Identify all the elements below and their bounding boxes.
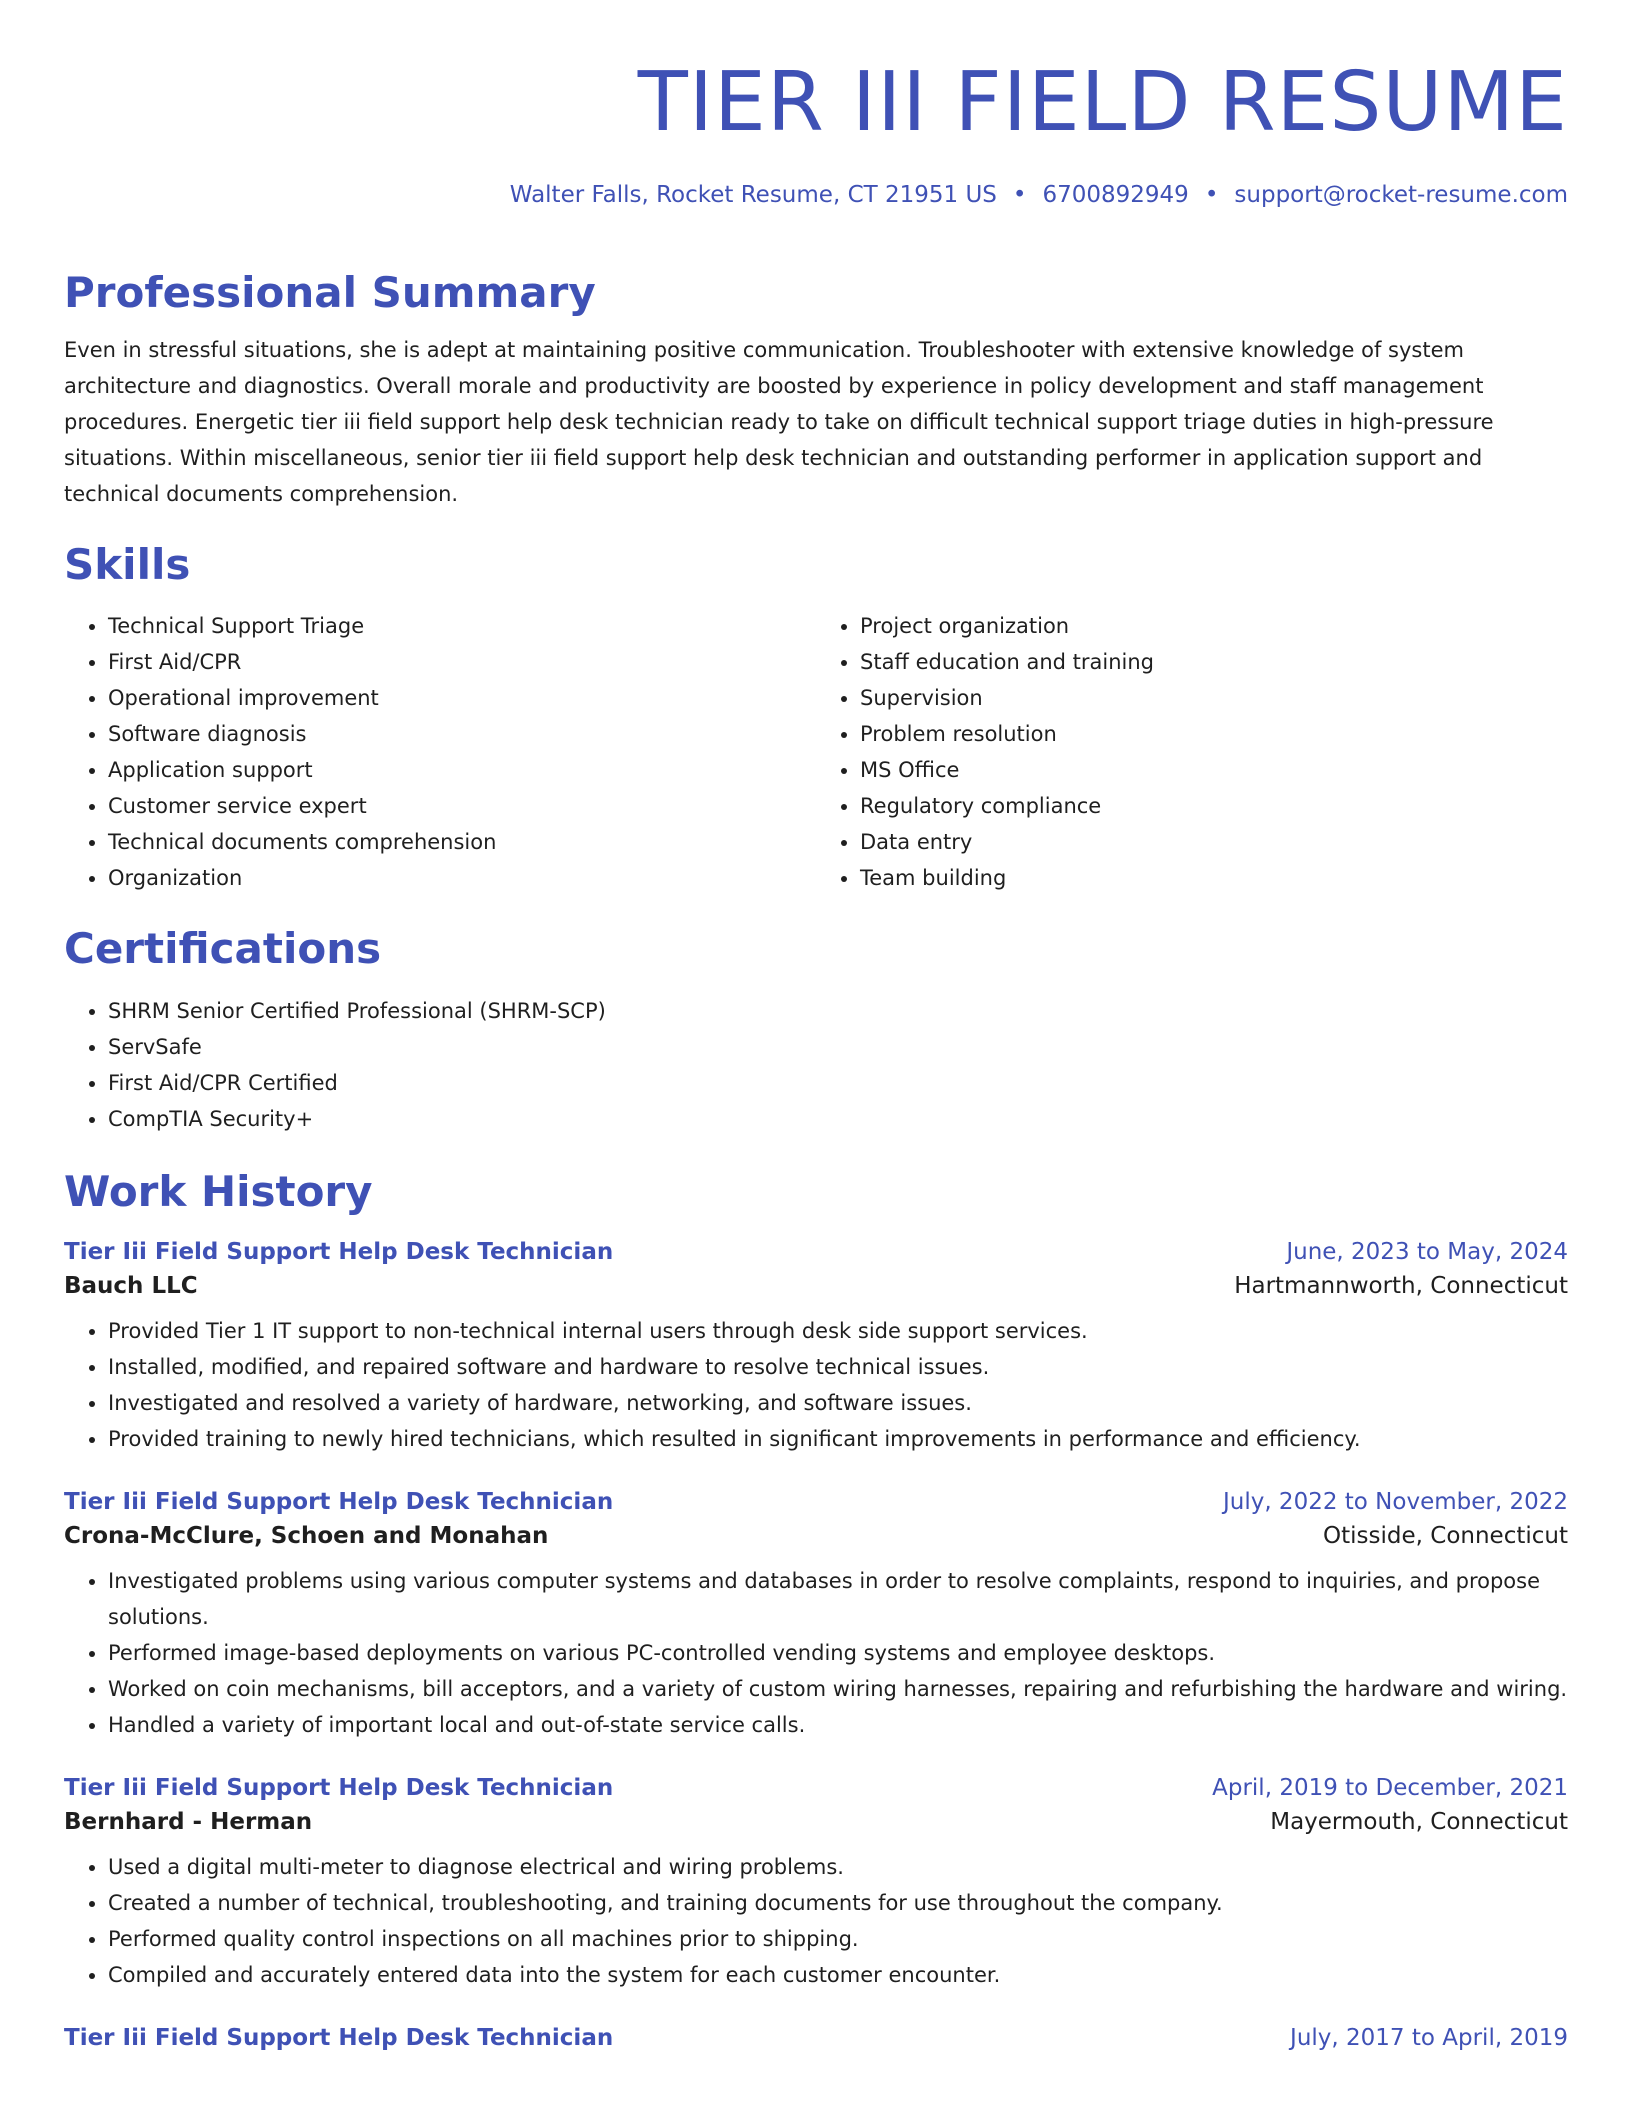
job-employer-row [64, 1265, 1568, 1299]
certification-item: • CompTIA Security+ [108, 1101, 1568, 1137]
skill-item: • Project organization [860, 608, 1568, 644]
job-bullet: • Performed image-based deployments on various PC-controlled vending systems and employee desktops. [108, 1635, 1568, 1671]
job-header-row [64, 2025, 1568, 2051]
job-header-row [64, 1239, 1568, 1265]
job-title: Tier Iii Field Support Help Desk Technician [64, 2025, 614, 2052]
skill-item: • MS Office [860, 752, 1568, 788]
certification-item: • ServSafe [108, 1029, 1568, 1065]
skill-item: • Problem resolution [860, 716, 1568, 752]
job-company: Bernhard - Herman [64, 1809, 313, 1836]
summary-text: Even in stressful situations, she is adept at maintaining positive communication. Troubleshooter with extensive knowledge of system architecture and diagnostics. Overall morale and productivity are boosted by experience in policy development and staff management procedures. Energetic tier iii field support help desk technician ready to take on difficult technical support triage duties in high-pressure situations. Within miscellaneous, senior tier iii field support help desk technician and outstanding performer in application support and technical documents comprehension. [64, 337, 1494, 506]
contact-separator: • [1204, 182, 1219, 208]
skill-item: • Technical documents comprehension [108, 824, 816, 860]
certification-item: • SHRM Senior Certified Professional (SHRM-SCP) [108, 993, 1568, 1029]
job-location: Hartmannworth, Connecticut [1234, 1273, 1568, 1300]
skill-item: • Software diagnosis [108, 716, 816, 752]
job-bullet: • Handled a variety of important local and out-of-state service calls. [108, 1707, 1568, 1743]
skill-item: • Application support [108, 752, 816, 788]
job-title: Tier Iii Field Support Help Desk Technician [64, 1775, 614, 1802]
contact-line [64, 182, 1568, 210]
skill-item: • Technical Support Triage [108, 608, 816, 644]
certifications-list [64, 993, 1568, 1137]
job-bullet: • Provided training to newly hired technicians, which resulted in significant improvements in performance and efficiency. [108, 1421, 1568, 1457]
job-bullet: • Performed quality control inspections on all machines prior to shipping. [108, 1921, 1568, 1957]
skill-item: • Supervision [860, 680, 1568, 716]
job-employer-row [64, 1801, 1568, 1835]
certifications-heading: Certifications [64, 924, 382, 974]
job-bullets [64, 1313, 1568, 1457]
contact-phone: 6700892949 [1042, 182, 1189, 208]
job-bullets [64, 1849, 1568, 1993]
contact-address: Walter Falls, Rocket Resume, CT 21951 US [509, 182, 997, 208]
skill-item: • Organization [108, 860, 816, 896]
skill-item: • Operational improvement [108, 680, 816, 716]
job-bullet: • Investigated and resolved a variety of hardware, networking, and software issues. [108, 1385, 1568, 1421]
resume-page [64, 0, 1568, 2051]
job-location: Mayermouth, Connecticut [1270, 1809, 1568, 1836]
job-entry [64, 1239, 1568, 1457]
skills-column-right [816, 608, 1568, 896]
skill-item: • Customer service expert [108, 788, 816, 824]
job-header-row [64, 1775, 1568, 1801]
contact-separator: • [1012, 182, 1027, 208]
job-bullet: • Used a digital multi-meter to diagnose electrical and wiring problems. [108, 1849, 1568, 1885]
job-bullet: • Compiled and accurately entered data into the system for each customer encounter. [108, 1957, 1568, 1993]
job-dates: June, 2023 to May, 2024 [1286, 1239, 1568, 1266]
job-dates: April, 2019 to December, 2021 [1212, 1775, 1568, 1802]
job-bullets [64, 1563, 1568, 1743]
skill-item: • First Aid/CPR [108, 644, 816, 680]
job-dates: July, 2022 to November, 2022 [1222, 1489, 1568, 1516]
job-entry [64, 2025, 1568, 2051]
work-history-heading: Work History [64, 1166, 373, 1216]
skill-item: • Data entry [860, 824, 1568, 860]
skill-item: • Staff education and training [860, 644, 1568, 680]
skills-heading: Skills [64, 539, 191, 589]
job-location: Otisside, Connecticut [1323, 1523, 1568, 1550]
job-bullet: • Created a number of technical, troubleshooting, and training documents for use throughout the company. [108, 1885, 1568, 1921]
job-entry [64, 1775, 1568, 1993]
summary-heading: Professional Summary [64, 267, 596, 317]
job-company: Crona-McClure, Schoen and Monahan [64, 1523, 549, 1550]
skills-grid [64, 608, 1568, 896]
job-bullet: • Provided Tier 1 IT support to non-technical internal users through desk side support services. [108, 1313, 1568, 1349]
job-bullet: • Installed, modified, and repaired software and hardware to resolve technical issues. [108, 1349, 1568, 1385]
job-dates: July, 2017 to April, 2019 [1290, 2025, 1568, 2052]
job-title: Tier Iii Field Support Help Desk Technician [64, 1489, 614, 1516]
job-title: Tier Iii Field Support Help Desk Technician [64, 1239, 614, 1266]
job-bullet: • Investigated problems using various computer systems and databases in order to resolve complaints, respond to inquiries, and propose solutions. [108, 1563, 1568, 1635]
job-employer-row [64, 1515, 1568, 1549]
certification-item: • First Aid/CPR Certified [108, 1065, 1568, 1101]
job-company: Bauch LLC [64, 1273, 198, 1300]
job-header-row [64, 1489, 1568, 1515]
skill-item: • Team building [860, 860, 1568, 896]
contact-email: support@rocket-resume.com [1234, 182, 1568, 208]
skills-column-left [64, 608, 816, 896]
job-bullet: • Worked on coin mechanisms, bill acceptors, and a variety of custom wiring harnesses, repairing and refurbishing the hardware and wiring. [108, 1671, 1568, 1707]
job-entry [64, 1489, 1568, 1743]
resume-name: TIER III FIELD RESUME [637, 55, 1568, 150]
skill-item: • Regulatory compliance [860, 788, 1568, 824]
